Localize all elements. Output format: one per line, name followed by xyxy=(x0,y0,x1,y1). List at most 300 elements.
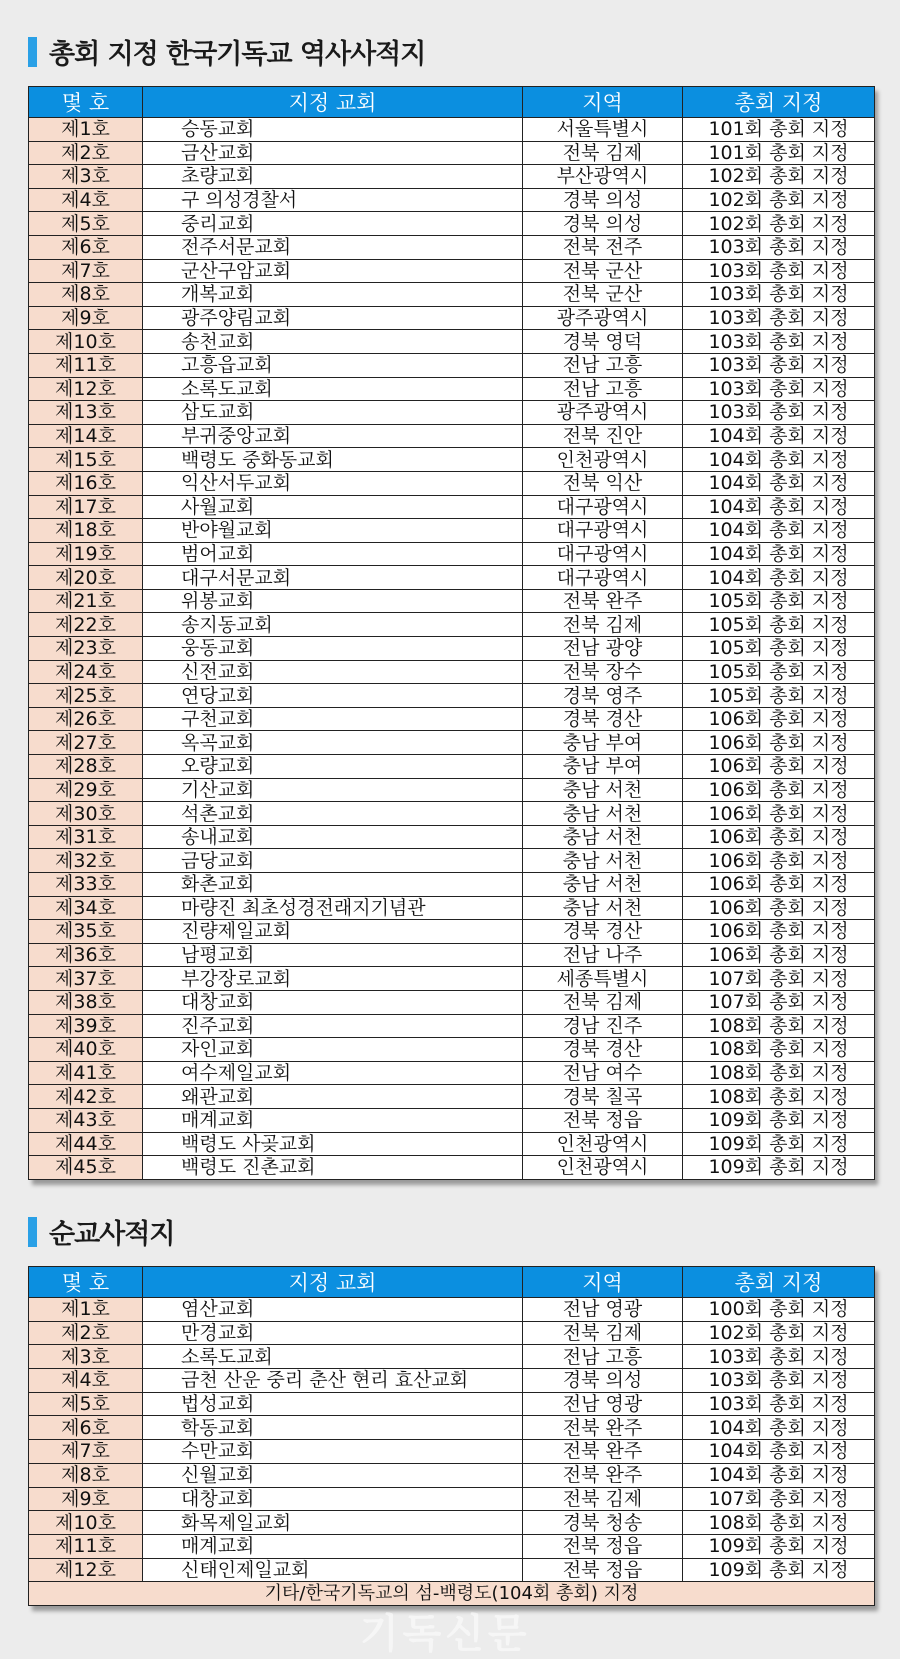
cell-church: 백령도 사곶교회 xyxy=(143,1132,523,1156)
cell-region: 경북 의성 xyxy=(523,188,683,212)
cell-region: 대구광역시 xyxy=(523,495,683,519)
cell-church: 왜관교회 xyxy=(143,1085,523,1109)
cell-session: 103회 총회 지정 xyxy=(683,377,875,401)
cell-number: 제24호 xyxy=(29,660,143,684)
cell-church: 화목제일교회 xyxy=(143,1511,523,1535)
cell-number: 제19호 xyxy=(29,542,143,566)
cell-church: 백령도 진촌교회 xyxy=(143,1156,523,1180)
cell-session: 102회 총회 지정 xyxy=(683,165,875,189)
cell-church: 오량교회 xyxy=(143,755,523,779)
cell-number: 제14호 xyxy=(29,424,143,448)
cell-session: 105회 총회 지정 xyxy=(683,637,875,661)
cell-number: 제1호 xyxy=(29,1298,143,1322)
cell-session: 106회 총회 지정 xyxy=(683,896,875,920)
table-row xyxy=(29,660,875,684)
cell-region: 전남 여수 xyxy=(523,1061,683,1085)
cell-region: 경북 경산 xyxy=(523,707,683,731)
cell-session: 108회 총회 지정 xyxy=(683,1085,875,1109)
cell-church: 대구서문교회 xyxy=(143,566,523,590)
cell-session: 102회 총회 지정 xyxy=(683,212,875,236)
cell-number: 제32호 xyxy=(29,849,143,873)
cell-session: 102회 총회 지정 xyxy=(683,1321,875,1345)
cell-number: 제13호 xyxy=(29,401,143,425)
cell-session: 105회 총회 지정 xyxy=(683,613,875,637)
cell-session: 103회 총회 지정 xyxy=(683,1392,875,1416)
cell-church: 신월교회 xyxy=(143,1463,523,1487)
cell-session: 106회 총회 지정 xyxy=(683,943,875,967)
cell-region: 전남 고흥 xyxy=(523,1345,683,1369)
cell-number: 제4호 xyxy=(29,188,143,212)
cell-session: 108회 총회 지정 xyxy=(683,1061,875,1085)
cell-church: 진량제일교회 xyxy=(143,920,523,944)
cell-church: 신태인제일교회 xyxy=(143,1558,523,1582)
cell-region: 전남 광양 xyxy=(523,637,683,661)
cell-number: 제2호 xyxy=(29,1321,143,1345)
table-row xyxy=(29,731,875,755)
cell-session: 104회 총회 지정 xyxy=(683,542,875,566)
martyr-sites-table xyxy=(28,1266,875,1606)
table-row xyxy=(29,802,875,826)
table-row xyxy=(29,1463,875,1487)
cell-church: 위봉교회 xyxy=(143,589,523,613)
cell-number: 제15호 xyxy=(29,448,143,472)
cell-session: 103회 총회 지정 xyxy=(683,401,875,425)
cell-church: 삼도교회 xyxy=(143,401,523,425)
cell-number: 제7호 xyxy=(29,259,143,283)
table-row xyxy=(29,1085,875,1109)
table-row xyxy=(29,1487,875,1511)
cell-number: 제6호 xyxy=(29,235,143,259)
header-church: 지정 교회 xyxy=(143,1267,523,1298)
cell-session: 103회 총회 지정 xyxy=(683,259,875,283)
footer-note: 기타/한국기독교의 섬-백령도(104회 총회) 지정 xyxy=(29,1582,875,1606)
table-row xyxy=(29,1061,875,1085)
cell-session: 101회 총회 지정 xyxy=(683,141,875,165)
cell-number: 제5호 xyxy=(29,212,143,236)
cell-number: 제8호 xyxy=(29,1463,143,1487)
cell-session: 108회 총회 지정 xyxy=(683,1038,875,1062)
history-sites-body xyxy=(29,118,875,1180)
cell-church: 광주양림교회 xyxy=(143,306,523,330)
cell-session: 102회 총회 지정 xyxy=(683,188,875,212)
martyr-sites-table-wrap xyxy=(28,1266,874,1606)
cell-number: 제29호 xyxy=(29,778,143,802)
table-row xyxy=(29,330,875,354)
cell-region: 경북 영주 xyxy=(523,684,683,708)
cell-church: 화촌교회 xyxy=(143,873,523,897)
cell-number: 제17호 xyxy=(29,495,143,519)
cell-number: 제39호 xyxy=(29,1014,143,1038)
cell-number: 제38호 xyxy=(29,990,143,1014)
table-row xyxy=(29,755,875,779)
cell-region: 경북 청송 xyxy=(523,1511,683,1535)
cell-church: 군산구암교회 xyxy=(143,259,523,283)
table-row xyxy=(29,188,875,212)
cell-session: 104회 총회 지정 xyxy=(683,1416,875,1440)
table-row xyxy=(29,849,875,873)
cell-session: 103회 총회 지정 xyxy=(683,330,875,354)
title-accent-bar xyxy=(28,1217,37,1247)
cell-number: 제44호 xyxy=(29,1132,143,1156)
cell-session: 103회 총회 지정 xyxy=(683,353,875,377)
cell-session: 104회 총회 지정 xyxy=(683,519,875,543)
table-row xyxy=(29,1392,875,1416)
cell-region: 충남 서천 xyxy=(523,873,683,897)
table-row xyxy=(29,353,875,377)
cell-region: 전북 완주 xyxy=(523,589,683,613)
table-row xyxy=(29,424,875,448)
cell-number: 제26호 xyxy=(29,707,143,731)
table-row xyxy=(29,1345,875,1369)
table-row xyxy=(29,637,875,661)
cell-region: 전북 완주 xyxy=(523,1463,683,1487)
cell-church: 구천교회 xyxy=(143,707,523,731)
cell-church: 부귀중앙교회 xyxy=(143,424,523,448)
cell-number: 제23호 xyxy=(29,637,143,661)
cell-number: 제11호 xyxy=(29,353,143,377)
cell-session: 104회 총회 지정 xyxy=(683,424,875,448)
cell-number: 제6호 xyxy=(29,1416,143,1440)
cell-region: 충남 서천 xyxy=(523,896,683,920)
cell-number: 제21호 xyxy=(29,589,143,613)
cell-number: 제30호 xyxy=(29,802,143,826)
cell-number: 제10호 xyxy=(29,330,143,354)
cell-church: 진주교회 xyxy=(143,1014,523,1038)
cell-church: 학동교회 xyxy=(143,1416,523,1440)
cell-church: 옥곡교회 xyxy=(143,731,523,755)
cell-session: 109회 총회 지정 xyxy=(683,1534,875,1558)
cell-session: 103회 총회 지정 xyxy=(683,306,875,330)
history-sites-table-wrap xyxy=(28,86,874,1180)
cell-session: 104회 총회 지정 xyxy=(683,495,875,519)
cell-church: 부강장로교회 xyxy=(143,967,523,991)
table-row xyxy=(29,1534,875,1558)
cell-session: 104회 총회 지정 xyxy=(683,448,875,472)
table-row xyxy=(29,1132,875,1156)
cell-region: 전남 고흥 xyxy=(523,377,683,401)
cell-region: 충남 서천 xyxy=(523,778,683,802)
table-row xyxy=(29,707,875,731)
cell-number: 제16호 xyxy=(29,471,143,495)
cell-church: 송지동교회 xyxy=(143,613,523,637)
cell-region: 전남 영광 xyxy=(523,1392,683,1416)
cell-session: 107회 총회 지정 xyxy=(683,1487,875,1511)
cell-session: 105회 총회 지정 xyxy=(683,589,875,613)
cell-region: 경북 경산 xyxy=(523,920,683,944)
cell-church: 사월교회 xyxy=(143,495,523,519)
table-row xyxy=(29,967,875,991)
cell-number: 제41호 xyxy=(29,1061,143,1085)
table-row xyxy=(29,118,875,142)
cell-church: 금천 산운 중리 춘산 현리 효산교회 xyxy=(143,1369,523,1393)
cell-session: 106회 총회 지정 xyxy=(683,778,875,802)
table-row xyxy=(29,1298,875,1322)
cell-session: 106회 총회 지정 xyxy=(683,731,875,755)
cell-session: 103회 총회 지정 xyxy=(683,1345,875,1369)
cell-number: 제31호 xyxy=(29,825,143,849)
cell-number: 제33호 xyxy=(29,873,143,897)
cell-church: 전주서문교회 xyxy=(143,235,523,259)
table-row xyxy=(29,495,875,519)
table-row xyxy=(29,566,875,590)
cell-church: 매계교회 xyxy=(143,1108,523,1132)
table-row xyxy=(29,519,875,543)
cell-session: 105회 총회 지정 xyxy=(683,684,875,708)
cell-region: 전북 정읍 xyxy=(523,1558,683,1582)
cell-church: 매계교회 xyxy=(143,1534,523,1558)
cell-region: 경북 영덕 xyxy=(523,330,683,354)
cell-number: 제9호 xyxy=(29,306,143,330)
cell-region: 전북 김제 xyxy=(523,141,683,165)
cell-church: 소록도교회 xyxy=(143,1345,523,1369)
cell-number: 제28호 xyxy=(29,755,143,779)
cell-session: 106회 총회 지정 xyxy=(683,920,875,944)
cell-session: 107회 총회 지정 xyxy=(683,967,875,991)
cell-church: 신전교회 xyxy=(143,660,523,684)
header-session: 총회 지정 xyxy=(683,87,875,118)
watermark: 기독신문 xyxy=(360,1611,531,1657)
table-row xyxy=(29,920,875,944)
table-row xyxy=(29,377,875,401)
table-row xyxy=(29,1511,875,1535)
table-row xyxy=(29,235,875,259)
table-row xyxy=(29,259,875,283)
cell-church: 수만교회 xyxy=(143,1440,523,1464)
cell-church: 금산교회 xyxy=(143,141,523,165)
cell-number: 제20호 xyxy=(29,566,143,590)
header-number: 몇 호 xyxy=(29,87,143,118)
cell-number: 제11호 xyxy=(29,1534,143,1558)
table-header-row xyxy=(29,87,875,118)
cell-session: 108회 총회 지정 xyxy=(683,1014,875,1038)
cell-church: 개복교회 xyxy=(143,283,523,307)
cell-number: 제27호 xyxy=(29,731,143,755)
cell-region: 충남 서천 xyxy=(523,825,683,849)
cell-region: 전북 김제 xyxy=(523,990,683,1014)
cell-session: 106회 총회 지정 xyxy=(683,825,875,849)
table-header-row xyxy=(29,1267,875,1298)
table-row xyxy=(29,1369,875,1393)
cell-session: 103회 총회 지정 xyxy=(683,235,875,259)
cell-region: 인천광역시 xyxy=(523,1132,683,1156)
cell-region: 광주광역시 xyxy=(523,401,683,425)
cell-church: 백령도 중화동교회 xyxy=(143,448,523,472)
cell-number: 제43호 xyxy=(29,1108,143,1132)
cell-church: 소록도교회 xyxy=(143,377,523,401)
history-sites-table xyxy=(28,86,875,1180)
cell-church: 염산교회 xyxy=(143,1298,523,1322)
cell-number: 제37호 xyxy=(29,967,143,991)
cell-region: 인천광역시 xyxy=(523,448,683,472)
cell-number: 제22호 xyxy=(29,613,143,637)
cell-church: 자인교회 xyxy=(143,1038,523,1062)
cell-church: 승동교회 xyxy=(143,118,523,142)
table-row xyxy=(29,873,875,897)
cell-church: 고흥읍교회 xyxy=(143,353,523,377)
cell-session: 104회 총회 지정 xyxy=(683,566,875,590)
cell-region: 전북 김제 xyxy=(523,613,683,637)
table-row xyxy=(29,212,875,236)
cell-session: 100회 총회 지정 xyxy=(683,1298,875,1322)
cell-church: 반야월교회 xyxy=(143,519,523,543)
table-row xyxy=(29,141,875,165)
cell-region: 경북 의성 xyxy=(523,212,683,236)
table-row xyxy=(29,778,875,802)
cell-session: 101회 총회 지정 xyxy=(683,118,875,142)
cell-region: 전북 군산 xyxy=(523,283,683,307)
table-row xyxy=(29,1558,875,1582)
cell-number: 제35호 xyxy=(29,920,143,944)
cell-session: 109회 총회 지정 xyxy=(683,1558,875,1582)
table-row xyxy=(29,613,875,637)
cell-number: 제8호 xyxy=(29,283,143,307)
cell-church: 익산서두교회 xyxy=(143,471,523,495)
cell-region: 대구광역시 xyxy=(523,566,683,590)
cell-number: 제1호 xyxy=(29,118,143,142)
cell-session: 108회 총회 지정 xyxy=(683,1511,875,1535)
cell-region: 전북 완주 xyxy=(523,1416,683,1440)
cell-session: 104회 총회 지정 xyxy=(683,471,875,495)
cell-region: 서울특별시 xyxy=(523,118,683,142)
table-row xyxy=(29,401,875,425)
cell-region: 전북 군산 xyxy=(523,259,683,283)
cell-session: 106회 총회 지정 xyxy=(683,849,875,873)
table-row xyxy=(29,943,875,967)
table-row xyxy=(29,1156,875,1180)
cell-region: 전남 나주 xyxy=(523,943,683,967)
cell-region: 인천광역시 xyxy=(523,1156,683,1180)
section-title-text: 순교사적지 xyxy=(49,1219,175,1250)
section-title-history xyxy=(28,32,425,71)
cell-church: 초량교회 xyxy=(143,165,523,189)
cell-region: 부산광역시 xyxy=(523,165,683,189)
table-row xyxy=(29,542,875,566)
cell-region: 경남 진주 xyxy=(523,1014,683,1038)
cell-session: 106회 총회 지정 xyxy=(683,802,875,826)
cell-number: 제45호 xyxy=(29,1156,143,1180)
cell-number: 제10호 xyxy=(29,1511,143,1535)
cell-church: 남평교회 xyxy=(143,943,523,967)
cell-number: 제4호 xyxy=(29,1369,143,1393)
cell-church: 대창교회 xyxy=(143,1487,523,1511)
cell-region: 광주광역시 xyxy=(523,306,683,330)
cell-region: 대구광역시 xyxy=(523,542,683,566)
table-row xyxy=(29,1416,875,1440)
header-church: 지정 교회 xyxy=(143,87,523,118)
cell-region: 전북 김제 xyxy=(523,1321,683,1345)
cell-session: 106회 총회 지정 xyxy=(683,873,875,897)
martyr-sites-body xyxy=(29,1298,875,1582)
cell-region: 전북 완주 xyxy=(523,1440,683,1464)
table-row xyxy=(29,1440,875,1464)
cell-number: 제3호 xyxy=(29,165,143,189)
cell-region: 전북 정읍 xyxy=(523,1534,683,1558)
cell-session: 104회 총회 지정 xyxy=(683,1463,875,1487)
cell-session: 109회 총회 지정 xyxy=(683,1156,875,1180)
cell-church: 연당교회 xyxy=(143,684,523,708)
header-region: 지역 xyxy=(523,1267,683,1298)
cell-number: 제2호 xyxy=(29,141,143,165)
table-row xyxy=(29,306,875,330)
cell-church: 범어교회 xyxy=(143,542,523,566)
cell-region: 전북 김제 xyxy=(523,1487,683,1511)
cell-church: 여수제일교회 xyxy=(143,1061,523,1085)
cell-church: 만경교회 xyxy=(143,1321,523,1345)
cell-church: 금당교회 xyxy=(143,849,523,873)
table-row xyxy=(29,165,875,189)
cell-region: 전북 장수 xyxy=(523,660,683,684)
cell-region: 전남 영광 xyxy=(523,1298,683,1322)
cell-region: 대구광역시 xyxy=(523,519,683,543)
cell-region: 충남 부여 xyxy=(523,755,683,779)
cell-region: 전북 전주 xyxy=(523,235,683,259)
table-row xyxy=(29,471,875,495)
cell-region: 충남 서천 xyxy=(523,849,683,873)
header-region: 지역 xyxy=(523,87,683,118)
table-row xyxy=(29,448,875,472)
cell-number: 제18호 xyxy=(29,519,143,543)
table-row xyxy=(29,896,875,920)
table-row xyxy=(29,1321,875,1345)
cell-number: 제12호 xyxy=(29,377,143,401)
cell-region: 전북 진안 xyxy=(523,424,683,448)
cell-region: 경북 의성 xyxy=(523,1369,683,1393)
cell-session: 106회 총회 지정 xyxy=(683,755,875,779)
cell-session: 109회 총회 지정 xyxy=(683,1108,875,1132)
cell-number: 제36호 xyxy=(29,943,143,967)
title-accent-bar xyxy=(28,37,37,67)
cell-church: 송천교회 xyxy=(143,330,523,354)
cell-number: 제3호 xyxy=(29,1345,143,1369)
table-row xyxy=(29,1038,875,1062)
cell-session: 106회 총회 지정 xyxy=(683,707,875,731)
cell-number: 제25호 xyxy=(29,684,143,708)
cell-church: 법성교회 xyxy=(143,1392,523,1416)
table-row xyxy=(29,1014,875,1038)
cell-church: 웅동교회 xyxy=(143,637,523,661)
cell-region: 전북 정읍 xyxy=(523,1108,683,1132)
section-title-martyr xyxy=(28,1212,174,1251)
cell-church: 석촌교회 xyxy=(143,802,523,826)
header-number: 몇 호 xyxy=(29,1267,143,1298)
cell-region: 경북 경산 xyxy=(523,1038,683,1062)
cell-region: 전북 익산 xyxy=(523,471,683,495)
cell-region: 충남 서천 xyxy=(523,802,683,826)
table-row xyxy=(29,1108,875,1132)
cell-region: 전남 고흥 xyxy=(523,353,683,377)
table-row xyxy=(29,990,875,1014)
table-row xyxy=(29,589,875,613)
cell-session: 107회 총회 지정 xyxy=(683,990,875,1014)
cell-session: 103회 총회 지정 xyxy=(683,283,875,307)
cell-church: 마량진 최초성경전래지기념관 xyxy=(143,896,523,920)
cell-region: 세종특별시 xyxy=(523,967,683,991)
table-row xyxy=(29,283,875,307)
cell-church: 구 의성경찰서 xyxy=(143,188,523,212)
cell-number: 제7호 xyxy=(29,1440,143,1464)
cell-session: 103회 총회 지정 xyxy=(683,1369,875,1393)
cell-region: 경북 칠곡 xyxy=(523,1085,683,1109)
cell-number: 제9호 xyxy=(29,1487,143,1511)
table-row xyxy=(29,684,875,708)
section-title-text: 총회 지정 한국기독교 역사사적지 xyxy=(49,39,426,70)
cell-number: 제40호 xyxy=(29,1038,143,1062)
cell-region: 충남 부여 xyxy=(523,731,683,755)
cell-session: 105회 총회 지정 xyxy=(683,660,875,684)
cell-session: 109회 총회 지정 xyxy=(683,1132,875,1156)
header-session: 총회 지정 xyxy=(683,1267,875,1298)
cell-church: 중리교회 xyxy=(143,212,523,236)
